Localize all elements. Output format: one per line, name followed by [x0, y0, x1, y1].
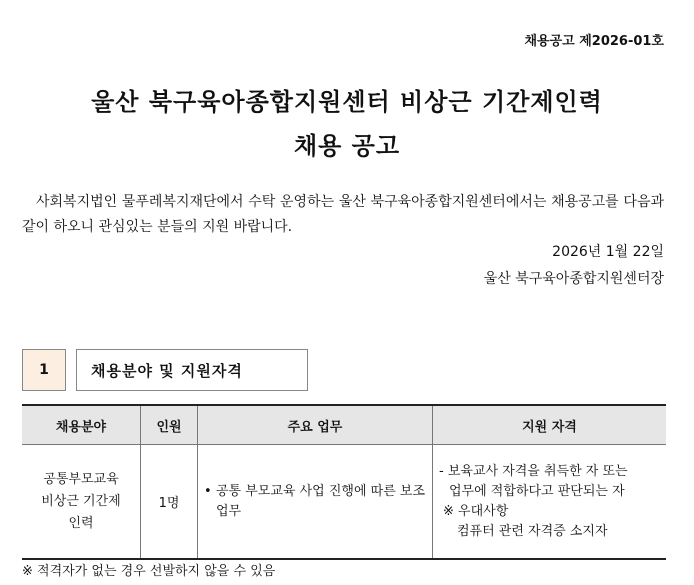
- field-line: 비상근 기간제: [41, 493, 121, 509]
- field-line: 인력: [68, 515, 94, 531]
- qualification-line: 업무에 적합하다고 판단되는 자: [449, 483, 625, 499]
- qualification-line: - 보육교사 자격을 취득한 자 또는: [439, 463, 628, 479]
- duty-text: 공통 부모교육 사업 진행에 따른 보조 업무: [216, 483, 426, 519]
- field-line: 공통부모교육: [43, 471, 119, 487]
- page-title: 울산 북구육아종합지원센터 비상근 기간제인력: [91, 88, 603, 116]
- cell-duty: [198, 445, 433, 560]
- qualification-line: 컴퓨터 관련 자격증 소지자: [457, 523, 608, 539]
- notice-number: 채용공고 제2026-01호: [524, 34, 664, 49]
- section-number: 1: [22, 349, 66, 391]
- section-title: 채용분야 및 지원자격: [76, 349, 308, 391]
- cell-qualification: [433, 445, 667, 560]
- intro-paragraph: 사회복지법인 물푸레복지재단에서 수탁 운영하는 울산 북구육아종합지원센터에서는 채용공고를 다음과 같이 하오니 관심있는 분들의 지원 바랍니다.: [22, 194, 664, 235]
- header-count: 인원: [141, 405, 198, 445]
- recruitment-table: [22, 404, 666, 560]
- footnote: ※ 적격자가 없는 경우 선발하지 않을 수 있음: [22, 564, 276, 579]
- page-subtitle: 채용 공고: [293, 132, 401, 160]
- header-field: 채용분야: [22, 405, 141, 445]
- table-header-row: [22, 405, 666, 445]
- header-qualification: 지원 자격: [433, 405, 667, 445]
- cell-field: [22, 445, 141, 560]
- announcement-date: 2026년 1월 22일: [552, 244, 664, 260]
- organization-name: 울산 북구육아종합지원센터장: [483, 271, 664, 287]
- qualification-line: ※ 우대사항: [443, 503, 509, 519]
- cell-count: 1명: [141, 445, 198, 560]
- table-row: [22, 445, 666, 560]
- header-duty: 주요 업무: [198, 405, 433, 445]
- duty-item: [204, 482, 428, 522]
- bullet-icon: •: [204, 483, 212, 499]
